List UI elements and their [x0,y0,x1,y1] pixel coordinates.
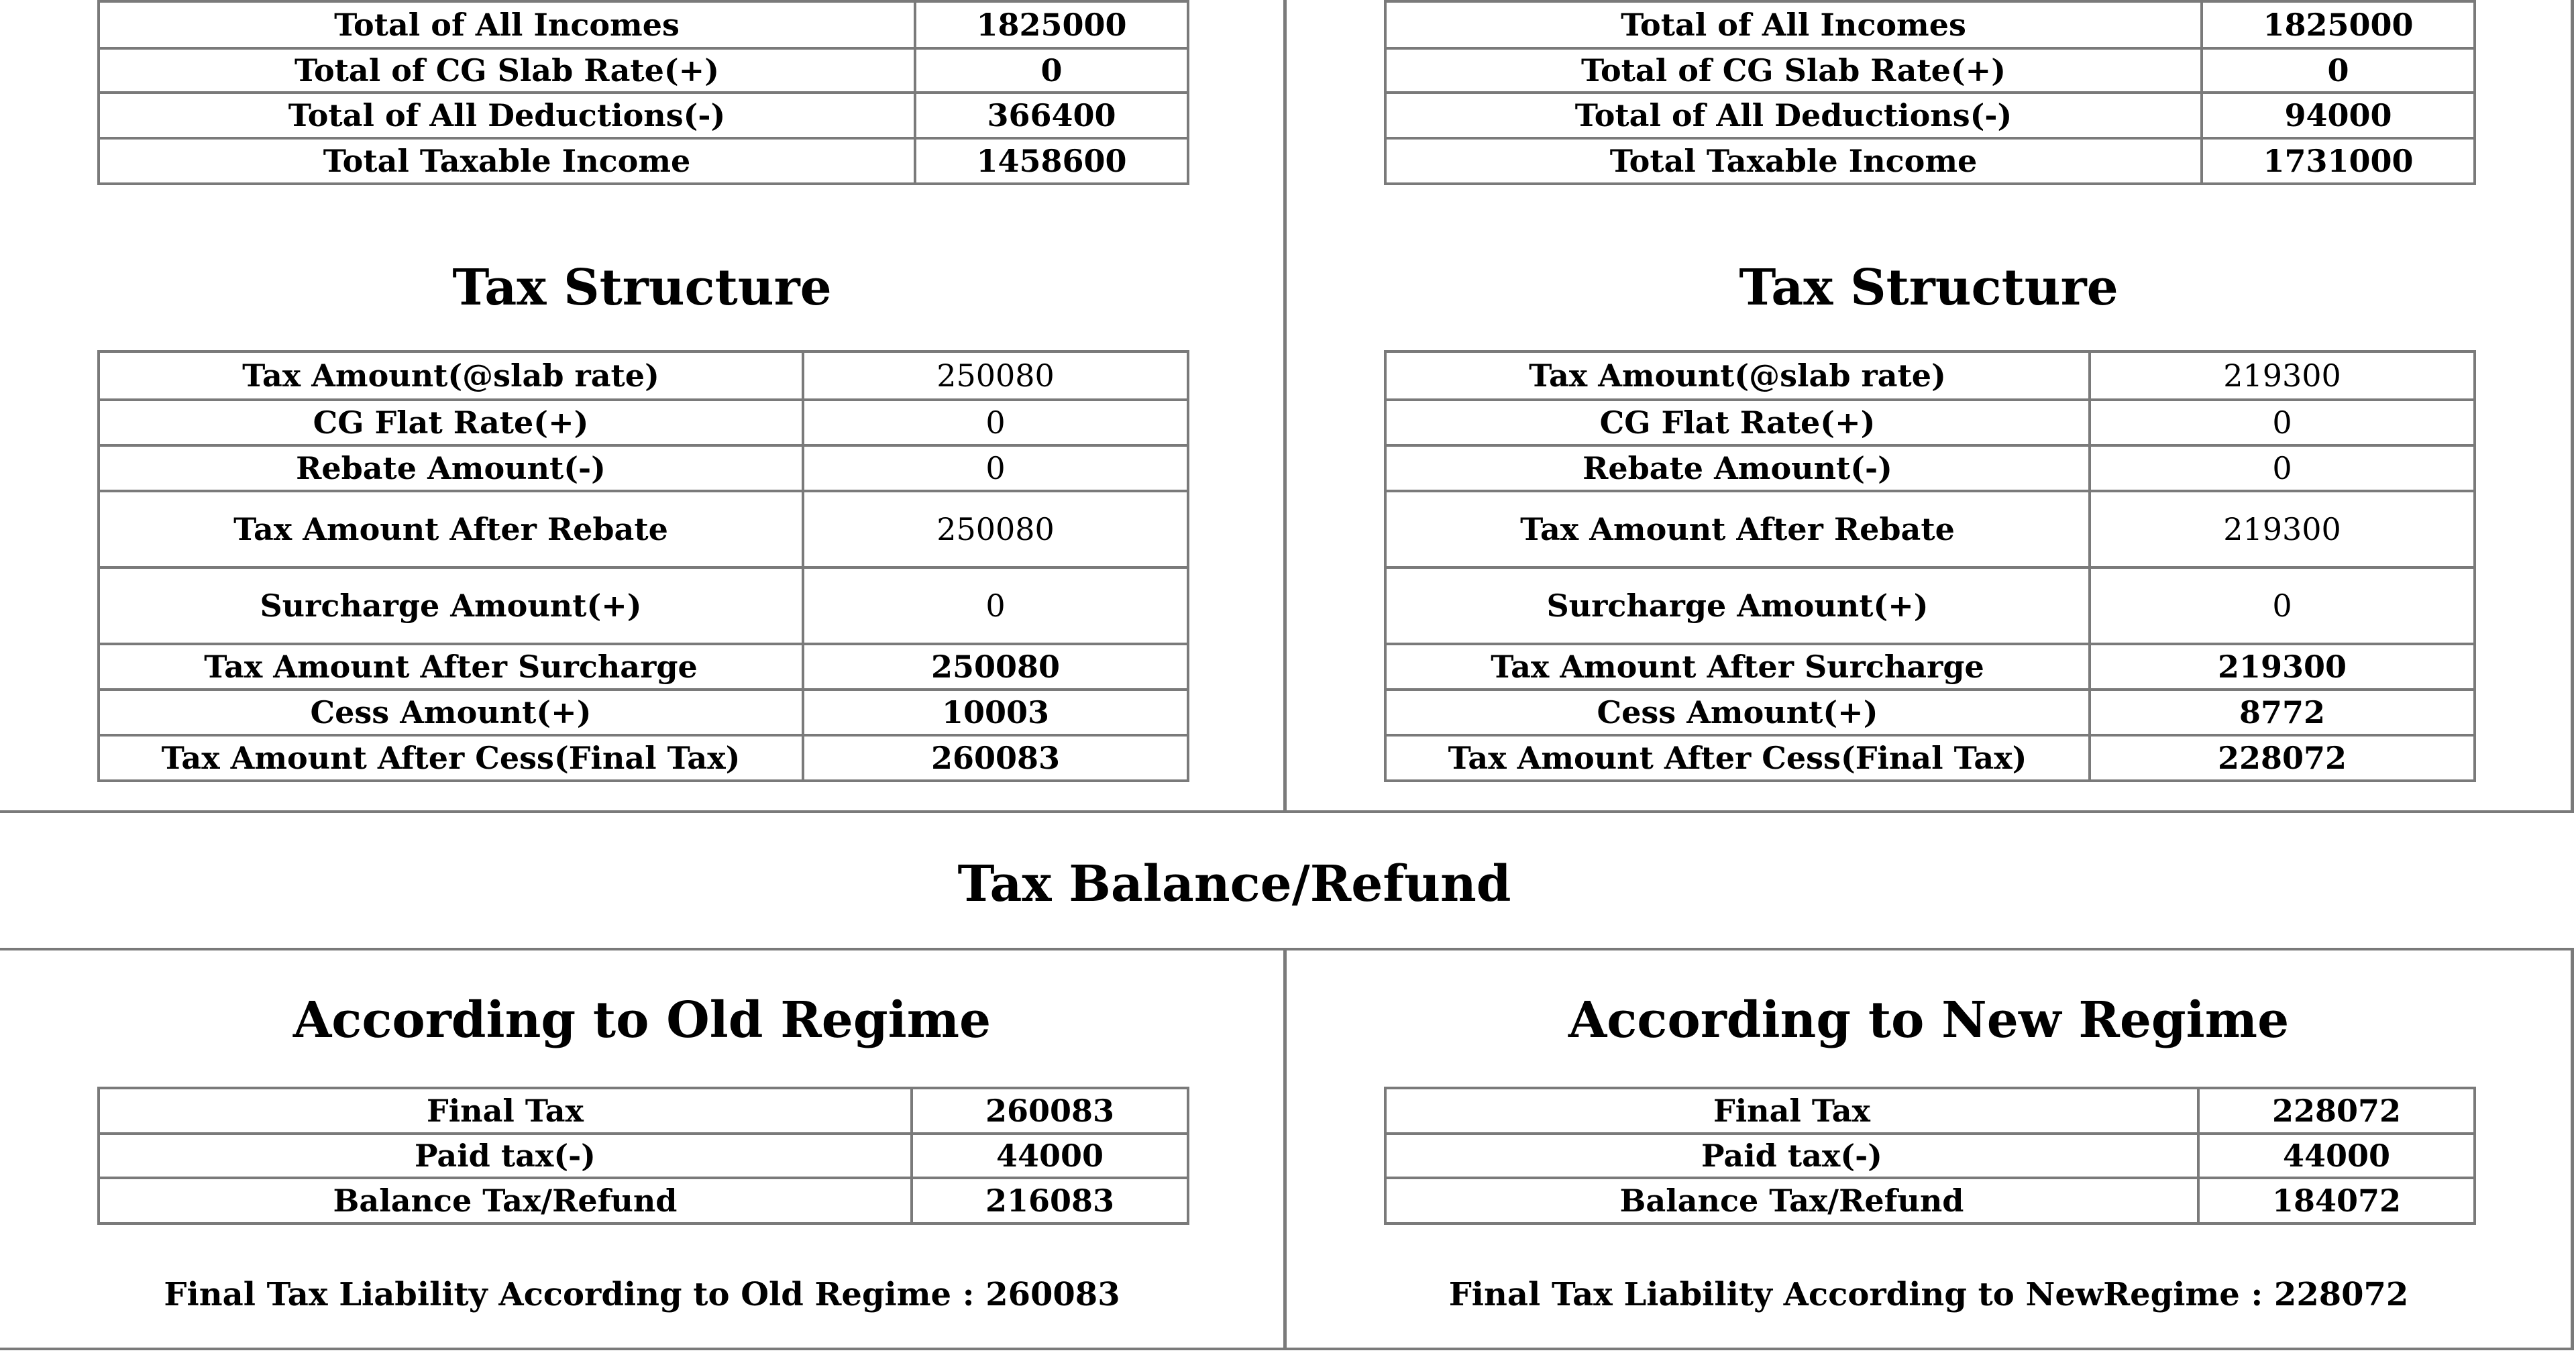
table-row [99,735,1188,781]
new-income-label: Total Taxable Income [1385,138,2202,184]
table-row [1385,1134,2475,1178]
old-tax-label: Surcharge Amount(+) [99,567,803,644]
new-tax-value: 219300 [2090,351,2475,400]
new-income-summary-table [1384,0,2476,185]
new-income-label: Total of All Incomes [1385,1,2202,48]
old-tax-value: 260083 [803,735,1188,781]
table-row [99,93,1188,138]
old-tax-label: Tax Amount After Rebate [99,491,803,567]
old-balance-value: 260083 [912,1088,1188,1134]
table-row [99,690,1188,735]
old-balance-value: 44000 [912,1134,1188,1178]
new-tax-value: 0 [2090,400,2475,445]
new-final-tax-liability: Final Tax Liability According to NewRegime : 228072 [1448,1276,2409,1313]
old-tax-label: Rebate Amount(-) [99,445,803,491]
table-row [1385,567,2475,644]
table-row [1385,735,2475,781]
old-balance-table [97,1087,1189,1225]
old-income-label: Total Taxable Income [99,138,915,184]
new-tax-value: 8772 [2090,690,2475,735]
old-income-label: Total of All Deductions(-) [99,93,915,138]
table-row [99,351,1188,400]
new-balance-table [1384,1087,2476,1225]
old-balance-value: 216083 [912,1178,1188,1223]
old-income-value: 366400 [915,93,1188,138]
new-tax-value: 228072 [2090,735,2475,781]
new-tax-label: Tax Amount After Rebate [1385,491,2090,567]
table-row [1385,1178,2475,1223]
new-tax-label: Cess Amount(+) [1385,690,2090,735]
new-balance-label: Balance Tax/Refund [1385,1178,2198,1223]
balance-top-border [0,948,2574,950]
old-final-tax-liability: Final Tax Liability According to Old Regime : 260083 [164,1276,1120,1313]
old-tax-label: Tax Amount After Cess(Final Tax) [99,735,803,781]
new-tax-value: 219300 [2090,491,2475,567]
table-row [99,1178,1188,1223]
new-balance-value: 184072 [2198,1178,2475,1223]
old-tax-label: Tax Amount(@slab rate) [99,351,803,400]
tax-structure-bottom-border [0,810,2574,813]
table-row [1385,1088,2475,1134]
new-income-value: 94000 [2202,93,2475,138]
old-tax-label: Cess Amount(+) [99,690,803,735]
old-income-label: Total of All Incomes [99,1,915,48]
new-income-value: 0 [2202,48,2475,93]
table-row [99,138,1188,184]
old-tax-structure-title: Tax Structure [452,259,832,317]
table-row [1385,1,2475,48]
table-row [99,48,1188,93]
old-income-label: Total of CG Slab Rate(+) [99,48,915,93]
old-tax-label: Tax Amount After Surcharge [99,644,803,690]
new-balance-label: Paid tax(-) [1385,1134,2198,1178]
old-tax-label: CG Flat Rate(+) [99,400,803,445]
table-row [99,1088,1188,1134]
new-balance-label: Final Tax [1385,1088,2198,1134]
new-balance-value: 44000 [2198,1134,2475,1178]
table-row [99,644,1188,690]
table-row [1385,445,2475,491]
new-tax-value: 0 [2090,445,2475,491]
new-tax-structure-title: Tax Structure [1739,259,2118,317]
new-regime-balance-title: According to New Regime [1568,991,2290,1049]
table-row [99,1134,1188,1178]
new-tax-label: CG Flat Rate(+) [1385,400,2090,445]
old-income-value: 1458600 [915,138,1188,184]
table-row [99,400,1188,445]
new-tax-value: 219300 [2090,644,2475,690]
table-row [1385,690,2475,735]
new-tax-structure-table [1384,350,2476,782]
old-tax-value: 0 [803,400,1188,445]
balance-divider [1283,948,1287,1350]
table-row [1385,491,2475,567]
new-income-value: 1731000 [2202,138,2475,184]
new-balance-value: 228072 [2198,1088,2475,1134]
table-row [99,491,1188,567]
old-income-summary-table [97,0,1189,185]
top-divider [1283,0,1287,813]
new-tax-label: Rebate Amount(-) [1385,445,2090,491]
new-tax-label: Tax Amount After Cess(Final Tax) [1385,735,2090,781]
table-row [99,567,1188,644]
new-income-value: 1825000 [2202,1,2475,48]
old-balance-label: Final Tax [99,1088,912,1134]
table-row [99,1,1188,48]
new-tax-label: Tax Amount After Surcharge [1385,644,2090,690]
old-tax-value: 0 [803,567,1188,644]
old-balance-label: Balance Tax/Refund [99,1178,912,1223]
new-income-label: Total of All Deductions(-) [1385,93,2202,138]
old-tax-value: 10003 [803,690,1188,735]
new-tax-label: Tax Amount(@slab rate) [1385,351,2090,400]
right-border-bottom [2571,948,2574,1350]
balance-bottom-border [0,1348,2574,1350]
table-row [1385,351,2475,400]
old-tax-value: 250080 [803,644,1188,690]
table-row [1385,138,2475,184]
old-tax-value: 0 [803,445,1188,491]
old-tax-value: 250080 [803,351,1188,400]
new-tax-label: Surcharge Amount(+) [1385,567,2090,644]
old-balance-label: Paid tax(-) [99,1134,912,1178]
old-income-value: 1825000 [915,1,1188,48]
right-border-top [2571,0,2574,813]
table-row [1385,400,2475,445]
old-income-value: 0 [915,48,1188,93]
old-regime-balance-title: According to Old Regime [292,991,991,1049]
table-row [99,445,1188,491]
new-tax-value: 0 [2090,567,2475,644]
old-tax-value: 250080 [803,491,1188,567]
old-tax-structure-table [97,350,1189,782]
table-row [1385,644,2475,690]
table-row [1385,93,2475,138]
table-row [1385,48,2475,93]
tax-balance-refund-title: Tax Balance/Refund [957,855,1511,913]
new-income-label: Total of CG Slab Rate(+) [1385,48,2202,93]
